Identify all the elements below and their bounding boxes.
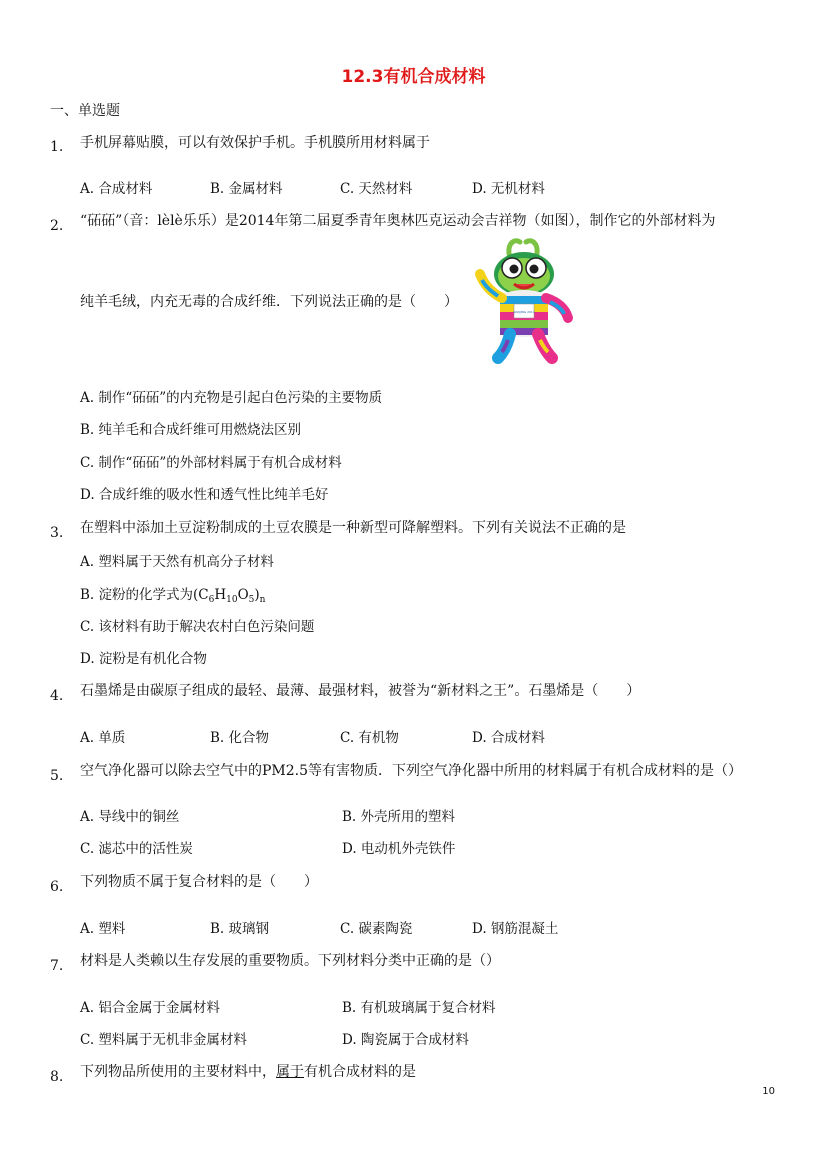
question-number: 3. bbox=[50, 525, 64, 541]
option-a: A. 铝合金属于金属材料 bbox=[80, 1000, 220, 1016]
question-stem-part: 有机合成材料的是 bbox=[304, 1064, 416, 1080]
option-c: C. 天然材料 bbox=[340, 181, 413, 197]
option-b: B. 有机玻璃属于复合材料 bbox=[342, 1000, 496, 1016]
option-a: A. 合成材料 bbox=[80, 181, 153, 197]
page-title: 12.3有机合成材料 bbox=[341, 67, 486, 87]
option-a: A. 塑料 bbox=[80, 921, 126, 937]
question-number: 4. bbox=[50, 688, 64, 704]
question-number: 8. bbox=[50, 1069, 64, 1085]
underlined-text: 属于 bbox=[276, 1064, 304, 1080]
subscript: n bbox=[259, 595, 266, 605]
question-number: 6. bbox=[50, 879, 64, 895]
option-b bbox=[80, 586, 265, 609]
question-stem-continued: 纯羊毛绒，内充无毒的合成纤维．下列说法正确的是（ ） bbox=[80, 294, 458, 310]
mascot-image bbox=[472, 236, 576, 366]
option-a: A. 塑料属于天然有机高分子材料 bbox=[80, 554, 274, 570]
option-b: B. 金属材料 bbox=[210, 181, 283, 197]
option-c: C. 有机物 bbox=[340, 730, 399, 746]
mascot-badge-text: NANJING 2014 bbox=[513, 310, 535, 314]
question-number: 5. bbox=[50, 768, 64, 784]
option-c: C. 滤芯中的活性炭 bbox=[80, 841, 193, 857]
question-stem-part: 下列物品所使用的主要材料中， bbox=[80, 1064, 276, 1080]
question-stem: 下列物质不属于复合材料的是（ ） bbox=[80, 874, 318, 890]
element-symbol: H bbox=[214, 587, 227, 603]
option-b: B. 化合物 bbox=[210, 730, 270, 746]
option-b: B. 外壳所用的塑料 bbox=[342, 809, 456, 825]
option-b-text: B. 淀粉的化学式为(C bbox=[80, 587, 209, 603]
question-stem: 在塑料中添加土豆淀粉制成的土豆农膜是一种新型可降解塑料。下列有关说法不正确的是 bbox=[80, 520, 626, 536]
question-number: 2. bbox=[50, 218, 64, 234]
question-stem: 材料是人类赖以生存发展的重要物质。下列材料分类中正确的是（） bbox=[80, 953, 500, 969]
subscript: 5 bbox=[248, 595, 255, 605]
option-c: C. 塑料属于无机非金属材料 bbox=[80, 1032, 247, 1048]
section-heading: 一、单选题 bbox=[50, 103, 120, 119]
option-d: D. 淀粉是有机化合物 bbox=[80, 651, 207, 667]
option-d: D. 陶瓷属于合成材料 bbox=[342, 1032, 469, 1048]
option-b: B. 玻璃钢 bbox=[210, 921, 270, 937]
page-number: 10 bbox=[762, 1086, 775, 1097]
question-number: 1. bbox=[50, 139, 64, 155]
option-c: C. 碳素陶瓷 bbox=[340, 921, 413, 937]
option-d: D. 合成纤维的吸水性和透气性比纯羊毛好 bbox=[80, 487, 329, 503]
option-a: A. 制作“砳砳”的内充物是引起白色污染的主要物质 bbox=[80, 390, 383, 406]
option-a: A. 导线中的铜丝 bbox=[80, 809, 180, 825]
option-b: B. 纯羊毛和合成纤维可用燃烧法区别 bbox=[80, 422, 302, 438]
subscript: 6 bbox=[208, 595, 215, 605]
question-number: 7. bbox=[50, 958, 64, 974]
question-stem: 石墨烯是由碳原子组成的最轻、最薄、最强材料，被誉为“新材料之王”。石墨烯是（ ） bbox=[80, 683, 641, 699]
element-symbol: O bbox=[237, 587, 249, 603]
question-stem: 手机屏幕贴膜，可以有效保护手机。手机膜所用材料属于 bbox=[80, 135, 430, 151]
option-d: D. 电动机外壳铁件 bbox=[342, 841, 456, 857]
option-c: C. 制作“砳砳”的外部材料属于有机合成材料 bbox=[80, 455, 342, 471]
question-stem: 空气净化器可以除去空气中的PM2.5等有害物质．下列空气净化器中所用的材料属于有机合成材料的是（） bbox=[80, 763, 743, 779]
option-d: D. 无机材料 bbox=[472, 181, 545, 197]
option-d: D. 钢筋混凝土 bbox=[472, 921, 559, 937]
subscript: 10 bbox=[226, 595, 238, 605]
option-a: A. 单质 bbox=[80, 730, 126, 746]
question-stem: “砳砳”（音：lèlè乐乐）是2014年第二届夏季青年奥林匹克运动会吉祥物（如图），制作它的外部材料为 bbox=[80, 213, 716, 229]
option-c: C. 该材料有助于解决农村白色污染问题 bbox=[80, 619, 315, 635]
option-d: D. 合成材料 bbox=[472, 730, 545, 746]
question-stem bbox=[80, 1063, 416, 1081]
option-b-text: ) bbox=[254, 587, 260, 603]
